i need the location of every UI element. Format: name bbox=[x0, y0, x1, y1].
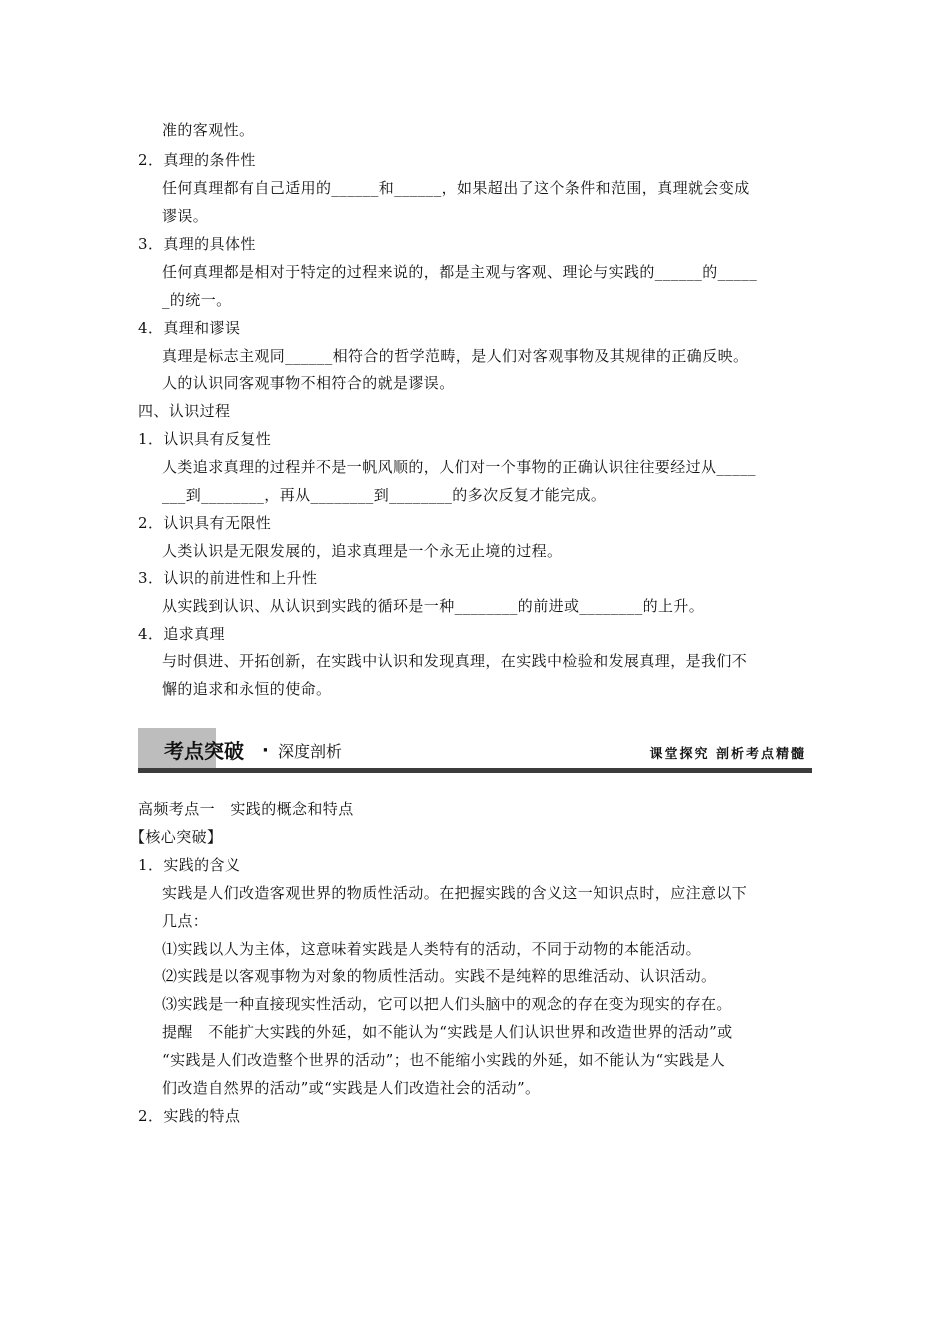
text-line: 懈的追求和永恒的使命。 bbox=[162, 680, 332, 698]
item-heading: 1．认识具有反复性 bbox=[138, 430, 272, 448]
text-line: 任何真理都有自己适用的______和______，如果超出了这个条件和范围，真理就会变成 bbox=[162, 179, 750, 197]
section-banner bbox=[138, 728, 812, 776]
text-line: _的统一。 bbox=[162, 291, 232, 309]
item-heading: 2．认识具有无限性 bbox=[138, 514, 272, 532]
text-line: 真理是标志主观同______相符合的哲学范畴，是人们对客观事物及其规律的正确反映。 bbox=[162, 347, 749, 365]
banner-separator: · bbox=[262, 740, 269, 761]
text-line: 准的客观性。 bbox=[162, 121, 255, 139]
banner-right-text: 课堂探究 剖析考点精髓 bbox=[649, 747, 806, 762]
item-heading: 2．真理的条件性 bbox=[138, 151, 256, 169]
item-heading: 3．真理的具体性 bbox=[138, 235, 256, 253]
subsection-label: 【核心突破】 bbox=[130, 828, 223, 846]
text-line: ⑵实践是以客观事物为对象的物质性活动。实践不是纯粹的思维活动、认识活动。 bbox=[162, 967, 717, 985]
item-heading: 1．实践的含义 bbox=[138, 856, 241, 874]
banner-underline bbox=[138, 768, 812, 773]
text-line: 们改造自然界的活动”或“实践是人们改造社会的活动”。 bbox=[162, 1079, 541, 1097]
text-line: 谬误。 bbox=[162, 207, 209, 225]
text-line: 人类认识是无限发展的，追求真理是一个永无止境的过程。 bbox=[162, 542, 563, 560]
item-heading: 4．真理和谬误 bbox=[138, 319, 241, 337]
banner-subtitle: 深度剖析 bbox=[278, 742, 343, 761]
item-heading: 3．认识的前进性和上升性 bbox=[138, 569, 318, 587]
text-line: 实践是人们改造客观世界的物质性活动。在把握实践的含义这一知识点时，应注意以下 bbox=[162, 884, 748, 902]
text-line: ___到________，再从________到________的多次反复才能完成。 bbox=[162, 486, 607, 504]
item-heading: 4．追求真理 bbox=[138, 625, 225, 643]
text-line: 人类追求真理的过程并不是一帆风顺的，人们对一个事物的正确认识往往要经过从_____ bbox=[162, 458, 756, 476]
text-line: 任何真理都是相对于特定的过程来说的，都是主观与客观、理论与实践的______的_____ bbox=[162, 263, 758, 281]
text-line: “实践是人们改造整个世界的活动”；也不能缩小实践的外延，如不能认为“实践是人 bbox=[162, 1051, 726, 1069]
text-line: 提醒 不能扩大实践的外延，如不能认为“实践是人们认识世界和改造世界的活动”或 bbox=[162, 1023, 733, 1041]
item-heading: 2．实践的特点 bbox=[138, 1107, 241, 1125]
banner-title: 考点突破 bbox=[164, 739, 244, 763]
text-line: 与时俱进、开拓创新，在实践中认识和发现真理，在实践中检验和发展真理，是我们不 bbox=[162, 652, 748, 670]
section-heading: 四、认识过程 bbox=[138, 402, 231, 420]
text-line: ⑴实践以人为主体，这意味着实践是人类特有的活动，不同于动物的本能活动。 bbox=[162, 940, 702, 958]
text-line: 从实践到认识、从认识到实践的循环是一种________的前进或________的上升。 bbox=[162, 597, 705, 615]
text-line: 几点： bbox=[162, 912, 209, 930]
text-line: ⑶实践是一种直接现实性活动，它可以把人们头脑中的观念的存在变为现实的存在。 bbox=[162, 995, 732, 1013]
topic-heading: 高频考点一 实践的概念和特点 bbox=[138, 800, 354, 818]
text-line: 人的认识同客观事物不相符合的就是谬误。 bbox=[162, 374, 455, 392]
